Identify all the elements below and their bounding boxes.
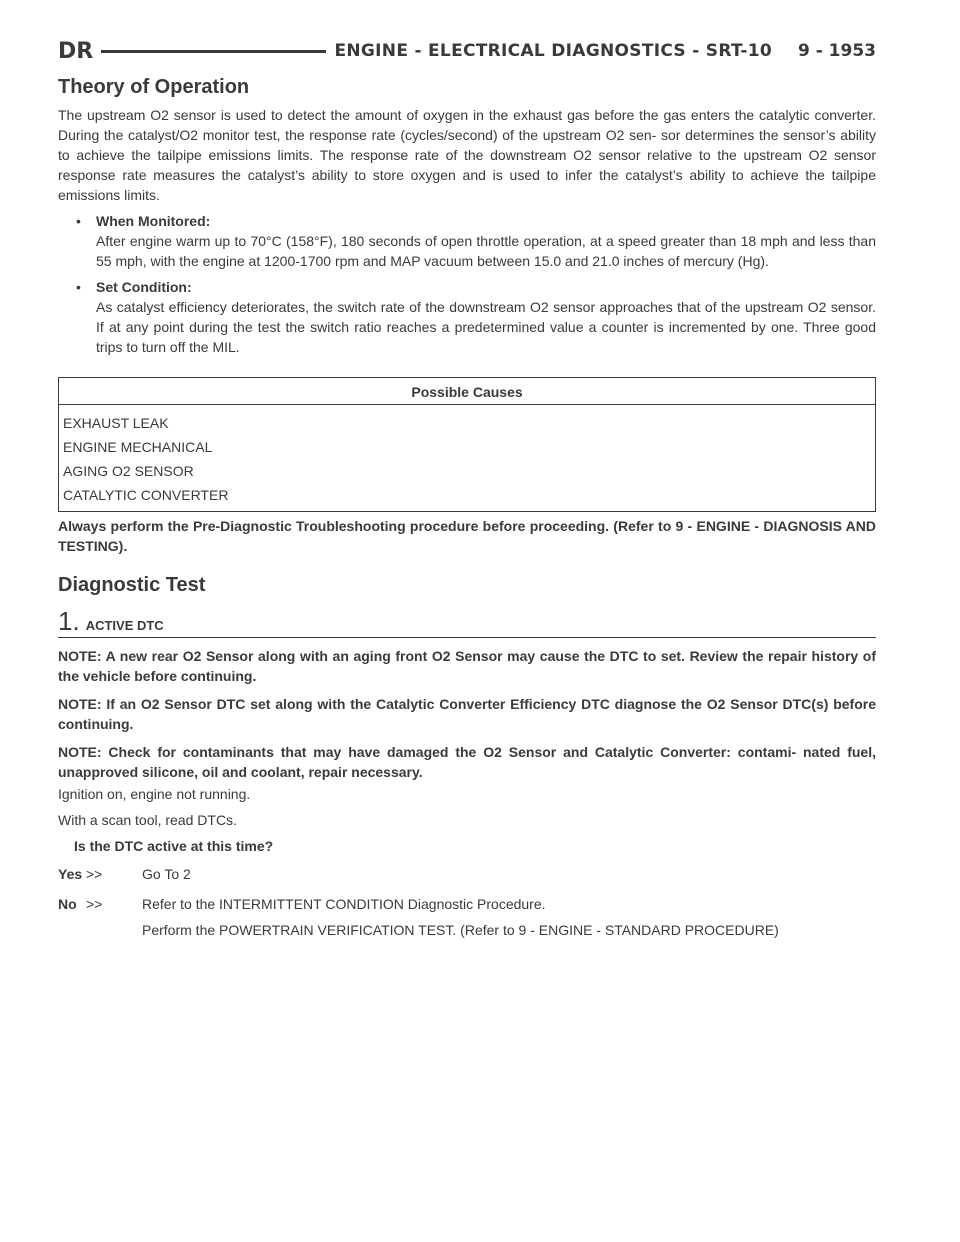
cause-item: AGING O2 SENSOR: [63, 463, 194, 479]
causes-list: [59, 405, 875, 511]
page-content: [58, 76, 876, 946]
bullet-icon: •: [76, 213, 81, 229]
bullet-text: As catalyst efficiency deteriorates, the switch rate of the downstream O2 sensor approaches that of the upstream O2 sensor. If at any point during the test the switch ratio reaches a predetermined value a counter is incremented by one. Three good trips to turn off the MIL.: [96, 299, 876, 355]
answer-no-text: Perform the POWERTRAIN VERIFICATION TEST. (Refer to 9 - ENGINE - STANDARD PROCEDURE): [142, 922, 779, 938]
step-title: ACTIVE DTC: [85, 618, 164, 633]
answer-no-label: No: [58, 896, 77, 912]
bullet-text: After engine warm up to 70°C (158°F), 180 seconds of open throttle operation, at a speed greater than 18 mph and less than 55 mph, with the engine at 1200-1700 rpm and MAP vacuum between 15.0 and 21.0 inches of mercury (Hg).: [96, 233, 876, 269]
monitor-list: [58, 211, 876, 357]
page-header: [58, 37, 876, 65]
diagnostic-test-section: [58, 574, 876, 946]
answer-no: [58, 894, 876, 946]
step-number: 1.: [58, 606, 80, 636]
step-header: [58, 607, 876, 638]
answer-yes-text: Go To 2: [142, 866, 191, 882]
answer-arrow: >>: [86, 866, 103, 882]
bullet-icon: •: [76, 279, 81, 295]
note-text: NOTE: If an O2 Sensor DTC set along with the Catalytic Converter Efficiency DTC diagnose the O2 Sensor DTC(s) before continuing.: [58, 696, 876, 732]
theory-heading: Theory of Operation: [58, 76, 250, 98]
diagnostic-heading: Diagnostic Test: [58, 574, 206, 596]
theory-intro: The upstream O2 sensor is used to detect the amount of oxygen in the exhaust gas before the gas enters the catalytic converter. During the catalyst/O2 monitor test, the response rate (cycles/second) of the upstream O2 sen- sor determines the sensor’s ability to achieve the tailpipe emissions limits. The response rate of the downstream O2 sensor relative to the upstream O2 sensor response rate measures the catalyst’s ability to store oxygen and is used to infer the catalyst’s ability to achieve the tailpipe emissions limits.: [58, 107, 876, 203]
cause-item: EXHAUST LEAK: [63, 415, 169, 431]
cause-item: ENGINE MECHANICAL: [63, 439, 213, 455]
note-text: NOTE: Check for contaminants that may have damaged the O2 Sensor and Catalytic Converter: contami- nated fuel, unapproved silicone, oil and coolant, repair necessary.: [58, 744, 876, 780]
list-item: [58, 277, 876, 357]
list-item: [58, 211, 876, 271]
cause-item: CATALYTIC CONVERTER: [63, 487, 229, 503]
chapter-title: ENGINE - ELECTRICAL DIAGNOSTICS - SRT-10: [334, 41, 772, 61]
answer-no-text: Refer to the INTERMITTENT CONDITION Diagnostic Procedure.: [142, 896, 546, 912]
answer-yes-label: Yes: [58, 866, 83, 882]
page-number: 9 - 1953: [797, 41, 876, 61]
bullet-title: When Monitored:: [96, 213, 211, 229]
bullet-title: Set Condition:: [96, 279, 192, 295]
header-rule: [101, 50, 326, 53]
step-question: Is the DTC active at this time?: [74, 838, 274, 854]
section-code: DR: [58, 38, 94, 64]
pre-diagnostic-note: Always perform the Pre-Diagnostic Troubleshooting procedure before proceeding. (Refer to 9 - ENGINE - DIAGNOSIS AND TESTING).: [58, 518, 876, 554]
instruction-text: With a scan tool, read DTCs.: [58, 812, 237, 828]
answer-yes: [58, 864, 876, 890]
note-text: NOTE: A new rear O2 Sensor along with an aging front O2 Sensor may cause the DTC to set. Review the repair history of the vehicle before continuing.: [58, 648, 876, 684]
possible-causes-table: [58, 377, 876, 512]
causes-heading: Possible Causes: [59, 378, 875, 405]
instruction-text: Ignition on, engine not running.: [58, 786, 251, 802]
answer-arrow: >>: [86, 896, 103, 912]
